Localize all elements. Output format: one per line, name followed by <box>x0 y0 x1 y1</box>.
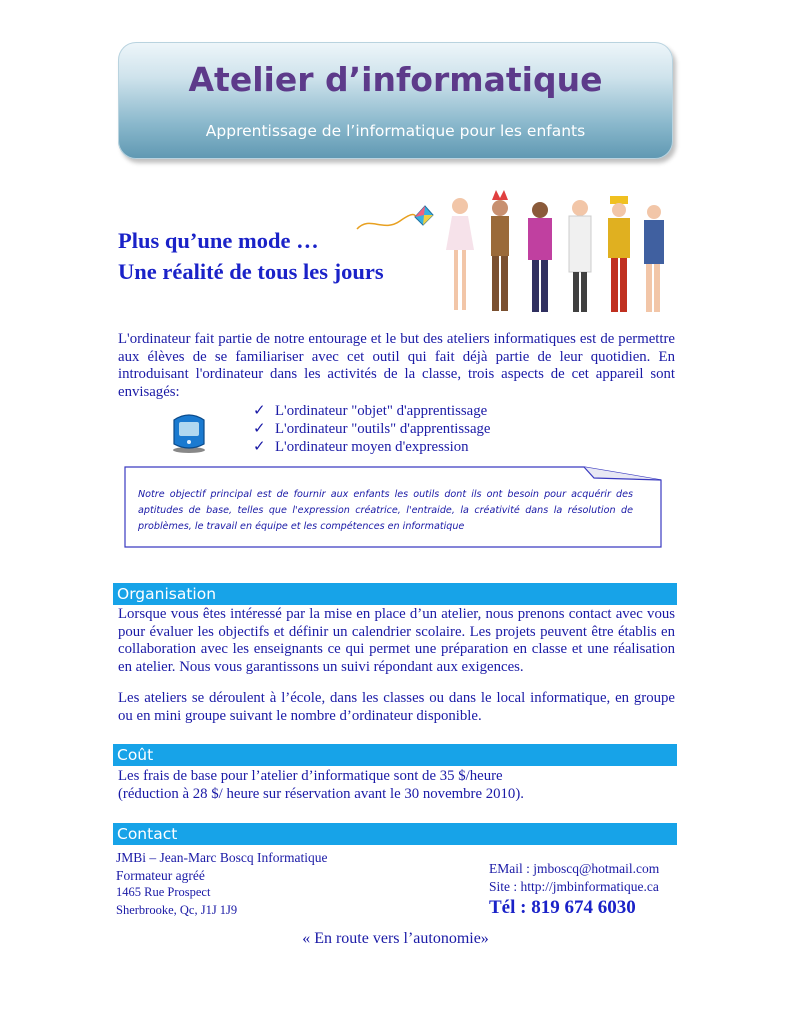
contact-role: Formateur agréé <box>116 867 205 883</box>
cout-line-2: (réduction à 28 $/ heure sur réservation avant le 30 novembre 2010). <box>118 785 524 802</box>
check-icon: ✓ <box>253 403 266 419</box>
cout-text <box>118 768 675 803</box>
check-icon: ✓ <box>253 421 266 437</box>
organisation-paragraph-1: Lorsque vous êtes intéressé par la mise en place d’un atelier, nous prenons contact avec vous pour évaluer les objectifs et définir un calendrier scolaire. Les projets peuvent être établis en collaboration avec les enseignants ce qui permet une préparation en classe et une réalisation en atelier. Nous vous garantissons un suivi répondant aux exigences. <box>118 606 675 675</box>
contact-city: Sherbrooke, Qc, J1J 1J9 <box>116 902 238 917</box>
intro-paragraph: L'ordinateur fait partie de notre entourage et le but des ateliers informatiques est de permettre aux élèves de se familiariser avec cet outil qui fait déjà partie de leur quotidien. En introduisant l'ordinateur dans les activités de la classe, trois aspects de cet appareil sont envisagés: <box>118 331 675 400</box>
objective-text: Notre objectif principal est de fournir aux enfants les outils dont ils ont besoin pour acquérir des aptitudes de base, telles que l'expression créatrice, l'entraide, la créativité dans la résolution de problèmes, le travail en équipe et les compétences en informatique <box>138 489 633 532</box>
aspects-list <box>253 402 490 456</box>
headline-line-2: Une réalité de tous les jours <box>118 259 384 284</box>
children-costumes-image <box>440 188 678 320</box>
organisation-heading: Organisation <box>113 583 677 605</box>
kite-icon <box>355 203 435 235</box>
banner-title: Atelier d’informatique <box>188 60 603 99</box>
contact-company: JMBi – Jean-Marc Boscq Informatique <box>116 850 328 865</box>
motto: « En route vers l’autonomie» <box>302 930 489 947</box>
title-banner <box>118 42 673 159</box>
contact-street: 1465 Rue Prospect <box>116 885 211 899</box>
list-item: ✓ L'ordinateur "outils" d'apprentissage <box>253 421 491 437</box>
contact-site[interactable]: Site : http://jmbinformatique.ca <box>489 879 659 894</box>
banner-subtitle: Apprentissage de l’informatique pour les enfants <box>205 122 586 140</box>
contact-phone: Tél : 819 674 6030 <box>489 897 636 918</box>
headline-line-1: Plus qu’une mode … <box>118 228 319 253</box>
contact-email[interactable]: EMail : jmboscq@hotmail.com <box>489 861 660 876</box>
contact-address <box>116 849 327 919</box>
contact-heading: Contact <box>113 823 677 845</box>
computer-icon <box>168 410 210 454</box>
cout-heading: Coût <box>113 744 677 766</box>
cout-line-1: Les frais de base pour l’atelier d’informatique sont de 35 $/heure <box>118 768 503 784</box>
contact-online <box>489 860 659 896</box>
check-icon: ✓ <box>253 439 266 455</box>
headline <box>118 225 384 287</box>
list-item: ✓ L'ordinateur "objet" d'apprentissage <box>253 403 488 419</box>
organisation-paragraph-2: Les ateliers se déroulent à l’école, dans les classes ou dans le local informatique, en groupe ou en mini groupe suivant le nombre d’ordinateur disponible. <box>118 690 675 724</box>
list-item: ✓ L'ordinateur moyen d'expression <box>253 439 469 455</box>
